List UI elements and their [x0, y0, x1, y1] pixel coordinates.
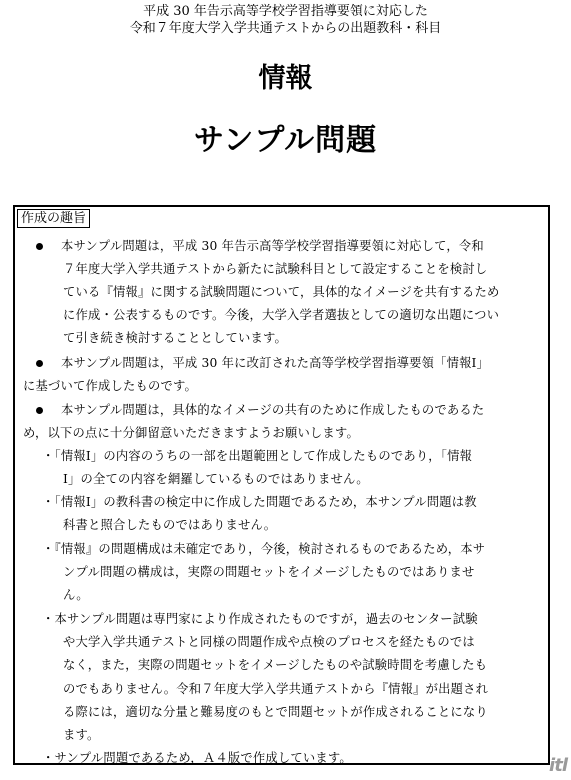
notice-line: に基づいて作成したものです。 [23, 379, 197, 393]
notice-label: 作成の趣旨 [17, 209, 90, 228]
notice-line: 本サンプル問題は，平成 30 年に改訂された高等学校学習指導要領「情報Ⅰ」 [61, 356, 490, 370]
notice-line: ・「情報Ⅰ」の教科書の検定中に作成した問題であるため，本サンプル問題は教 [42, 495, 477, 509]
notice-line: め，以下の点に十分御留意いただきますようお願いします。 [23, 426, 359, 440]
notice-line: ている『情報』に関する試験問題について，具体的なイメージを共有するため [63, 285, 500, 299]
notice-line: ・「情報Ⅰ」の内容のうちの一部を出題範囲として作成したものであり，「情報 [42, 449, 473, 463]
notice-box [13, 205, 550, 765]
bullet-dot [36, 243, 43, 250]
notice-line: 本サンプル問題は，具体的なイメージの共有のために作成したものであるた [61, 403, 485, 417]
notice-line: て引き続き検討することとしています。 [63, 331, 287, 345]
bullet-dot [36, 407, 43, 414]
notice-line: ・サンプル問題であるため，Ａ４版で作成しています。 [42, 751, 352, 765]
header-line-2: 令和７年度大学入学共通テストからの出題教科・科目 [129, 21, 442, 36]
notice-line: なく，また，実際の問題セットをイメージしたものや試験時間を考慮したも [63, 658, 488, 672]
notice-line: のでもありません。令和７年度大学入学共通テストから『情報』が出題され [63, 682, 489, 696]
notice-line: ・『情報』の問題構成は未確定であり，今後，検討されるものであるため，本サ [42, 542, 486, 556]
notice-line: ん。 [63, 588, 89, 602]
notice-line: 本サンプル問題は，平成 30 年告示高等学校学習指導要領に対応して，令和 [61, 239, 484, 253]
notice-line: 科書と照合したものではありません。 [63, 518, 277, 532]
watermark-logo: itl [549, 755, 567, 776]
notice-line: ンプル問題の構成は，実際の問題セットをイメージしたものではありませ [63, 565, 475, 579]
notice-line: ・本サンプル問題は専門家により作成されたものですが，過去のセンター試験 [42, 612, 478, 626]
notice-line: る際には，適切な分量と難易度のもとで問題セットが作成されることになり [63, 705, 488, 719]
sample-title: サンプル問題 [193, 123, 378, 158]
header-line-1: 平成 30 年告示高等学校学習指導要領に対応した [143, 4, 428, 19]
notice-line: ７年度大学入学共通テストから新たに試験科目として設定することを検討し [63, 262, 488, 276]
bullet-dot [36, 360, 43, 367]
notice-line: に作成・公表するものです。今後，大学入学者選抜としての適切な出題につい [63, 308, 500, 322]
notice-line: や大学入学共通テストと同様の問題作成や点検のプロセスを経たものでは [63, 635, 475, 649]
notice-line: Ⅰ」の全ての内容を網羅しているものではありません。 [63, 472, 369, 486]
notice-line: ます。 [63, 728, 100, 742]
subject-title: 情報 [258, 63, 313, 94]
